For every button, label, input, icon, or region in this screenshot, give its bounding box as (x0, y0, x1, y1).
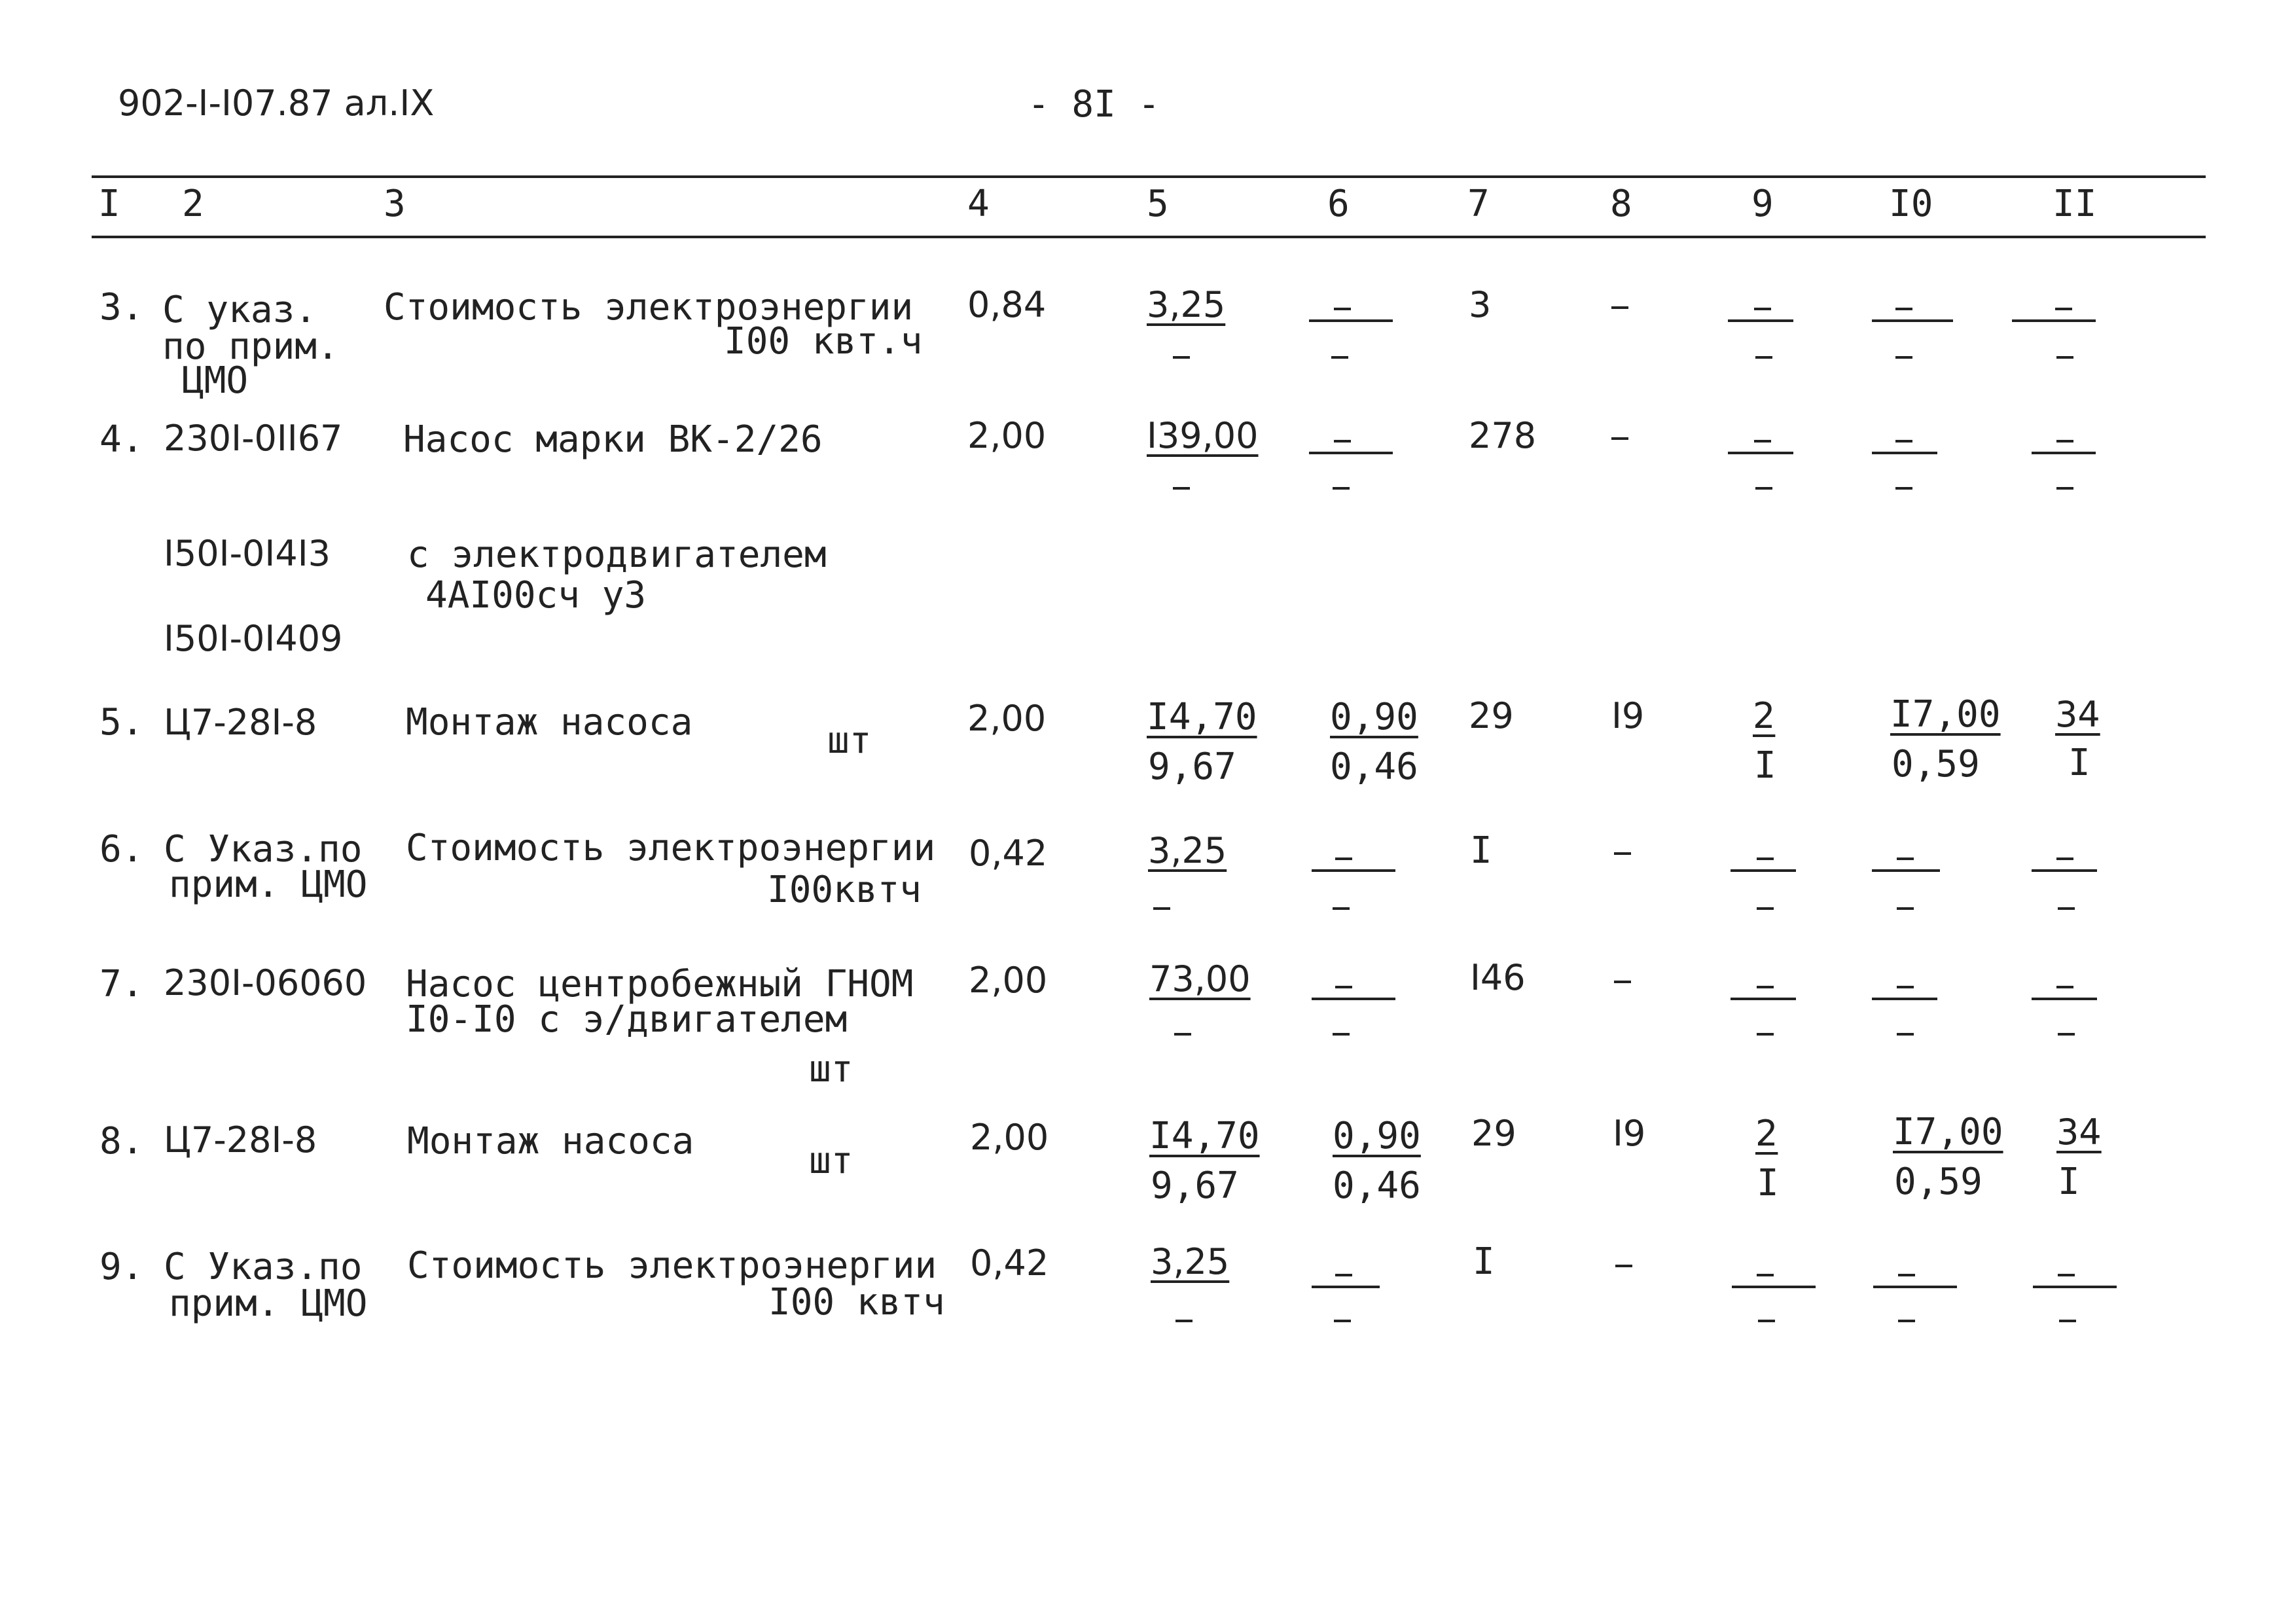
cell-col10-top (1895, 308, 1912, 310)
row-number: 7. (99, 963, 144, 1005)
fraction-line (1309, 319, 1393, 322)
column-header: 6 (1327, 183, 1350, 225)
cell-col10-bottom: 0,59 (1894, 1161, 1982, 1203)
cell-col4: 0,84 (967, 284, 1047, 325)
cell-col5-bottom (1175, 1320, 1193, 1322)
fraction-line (2032, 452, 2096, 454)
cell-col9-bottom: I (1754, 744, 1776, 787)
column-header: 2 (182, 183, 204, 225)
row-code: С Указ.по (164, 828, 363, 871)
row-description: Монтаж насоса (407, 1120, 694, 1163)
cell-col7: 29 (1469, 695, 1514, 736)
row-code: 230I-06060 (164, 962, 367, 1003)
row-description: 4AI00сч у3 (425, 574, 647, 617)
fraction-line (1872, 998, 1937, 1000)
cell-col7: 3 (1469, 284, 1492, 325)
cell-col5-bottom: 9,67 (1148, 746, 1236, 788)
cell-col6-top (1335, 857, 1352, 860)
cell-col9-top (1754, 308, 1771, 310)
cell-col6-bottom (1333, 487, 1350, 490)
fraction-line (1872, 869, 1940, 872)
cell-col9-bottom (1757, 1033, 1774, 1036)
row-description: Насос центробежный ГНОМ (406, 963, 914, 1005)
cell-col6-top: 0,90 (1333, 1115, 1421, 1157)
table-header-rule (92, 236, 2206, 238)
cell-col11-bottom (2058, 907, 2075, 910)
cell-col10-top (1895, 440, 1912, 442)
cell-col6-top (1334, 308, 1351, 310)
fraction-line (1873, 1286, 1957, 1288)
row-unit: шт (827, 719, 872, 762)
row-code: ЦМО (182, 359, 249, 402)
cell-col10-top (1897, 857, 1914, 860)
cell-col11-bottom (2056, 356, 2073, 359)
cell-col8 (1611, 306, 1628, 309)
table-top-rule (92, 175, 2206, 178)
fraction-line (1872, 319, 1953, 322)
cell-col11-top: 34 (2056, 1111, 2102, 1153)
row-number: 3. (99, 286, 144, 329)
cell-col7: 278 (1469, 415, 1537, 456)
column-header: II (2053, 183, 2097, 225)
cell-col11-top (2058, 1274, 2075, 1276)
cell-col6-top (1335, 986, 1352, 988)
cell-col10-bottom (1898, 1320, 1915, 1322)
row-number: 5. (99, 701, 144, 744)
row-number: 4. (99, 418, 144, 461)
doc-code: 902-I-I07.87 ал.IX (118, 82, 435, 124)
row-unit: I00 квт.ч (724, 320, 923, 363)
fraction-line (2033, 1286, 2117, 1288)
cell-col9-bottom (1755, 487, 1772, 490)
cell-col8: I9 (1613, 1113, 1646, 1154)
column-header: 9 (1751, 183, 1774, 225)
cell-col4: 2,00 (967, 698, 1047, 739)
cell-col9-top (1757, 986, 1774, 988)
fraction-line (1731, 998, 1796, 1000)
cell-col10-top (1897, 986, 1914, 988)
row-code: прим. ЦМО (169, 863, 368, 906)
cell-col11-top: 34 (2055, 694, 2100, 735)
column-header: 8 (1610, 183, 1632, 225)
cell-col6-bottom (1334, 1320, 1351, 1322)
cell-col7: I46 (1470, 957, 1526, 998)
fraction-line (1731, 869, 1796, 872)
cell-col10-bottom (1897, 1033, 1914, 1036)
cell-col10-bottom (1895, 487, 1912, 490)
column-header: 7 (1467, 183, 1490, 225)
cell-col6-top: 0,90 (1330, 696, 1418, 738)
cell-col10-top: I7,00 (1890, 693, 2001, 736)
cell-col4: 0,42 (969, 833, 1048, 874)
cell-col9-bottom (1755, 356, 1772, 359)
column-header: 3 (384, 183, 406, 225)
column-header: 5 (1147, 183, 1169, 225)
cell-col5-bottom: 9,67 (1151, 1164, 1239, 1207)
row-unit: I00квтч (767, 869, 922, 911)
row-description: Стоимость электроэнергии (406, 827, 936, 869)
cell-col11-top (2056, 857, 2073, 860)
cell-col5-top: 3,25 (1147, 284, 1226, 325)
cell-col5-top: I39,00 (1147, 415, 1259, 456)
cell-col11-top (2056, 986, 2073, 988)
cell-col7: 29 (1471, 1113, 1516, 1154)
fraction-line (1732, 1286, 1816, 1288)
row-code: I50I-0I409 (164, 618, 343, 659)
row-number: 8. (99, 1120, 144, 1163)
fraction-line (1312, 1286, 1380, 1288)
fraction-line (2032, 998, 2097, 1000)
row-number: 9. (99, 1246, 144, 1288)
row-description: Насос марки ВК-2/26 (403, 418, 823, 461)
fraction-line (1728, 319, 1793, 322)
cell-col6-bottom (1331, 356, 1348, 359)
column-header: 4 (967, 183, 990, 225)
cell-col10-bottom: 0,59 (1892, 743, 1980, 785)
row-number: 6. (99, 828, 144, 871)
cell-col10-top: I7,00 (1893, 1111, 2003, 1153)
fraction-line (1312, 869, 1395, 872)
cell-col11-top (2055, 308, 2072, 310)
cell-col6-bottom: 0,46 (1333, 1164, 1421, 1207)
cell-col4: 2,00 (969, 960, 1048, 1001)
cell-col8 (1611, 437, 1628, 440)
row-description: Стоимость электроэнергии (407, 1244, 937, 1287)
cell-col9-bottom (1757, 907, 1774, 910)
cell-col5-bottom (1153, 907, 1170, 910)
row-unit: I00 квтч (768, 1281, 945, 1324)
fraction-line (2032, 869, 2097, 872)
cell-col8: I9 (1611, 695, 1645, 736)
cell-col9-bottom (1758, 1320, 1775, 1322)
cell-col5-bottom (1173, 356, 1190, 359)
column-header: I0 (1889, 183, 1933, 225)
cell-col8 (1614, 981, 1631, 983)
cell-col9-top: 2 (1755, 1113, 1778, 1154)
row-code: Ц7-28I-8 (164, 702, 317, 743)
cell-col9-bottom: I (1757, 1162, 1779, 1204)
page-number: - 8I - (1028, 83, 1160, 126)
cell-col5-top: 3,25 (1151, 1241, 1230, 1282)
fraction-line (1728, 452, 1793, 454)
cell-col11-bottom (2056, 487, 2073, 490)
column-header: I (98, 183, 120, 225)
cell-col6-top (1334, 440, 1351, 442)
cell-col10-bottom (1895, 356, 1912, 359)
row-code: С указ. (162, 289, 317, 331)
cell-col6-bottom (1333, 907, 1350, 910)
cell-col5-top: 73,00 (1149, 958, 1251, 1000)
row-unit: шт (809, 1140, 853, 1182)
cell-col11-top (2056, 440, 2073, 442)
cell-col8 (1615, 1265, 1632, 1267)
cell-col10-bottom (1897, 907, 1914, 910)
row-description: Монтаж насоса (406, 701, 693, 744)
cell-col9-top: 2 (1753, 695, 1776, 736)
row-unit: шт (809, 1048, 853, 1091)
cell-col8 (1614, 852, 1631, 855)
cell-col9-top (1757, 1274, 1774, 1276)
cell-col5-top: I4,70 (1147, 696, 1257, 738)
row-code: 230I-0II67 (164, 418, 343, 459)
fraction-line (1309, 452, 1393, 454)
row-code: по прим. (162, 325, 339, 368)
row-description: Стоимость электроэнергии (384, 286, 914, 329)
cell-col6-bottom: 0,46 (1330, 746, 1418, 788)
cell-col6-bottom (1333, 1033, 1350, 1036)
cell-col11-bottom: I (2068, 742, 2090, 784)
cell-col4: 2,00 (970, 1117, 1049, 1158)
cell-col5-bottom (1174, 1033, 1191, 1036)
cell-col5-top: 3,25 (1148, 830, 1227, 871)
cell-col11-bottom (2058, 1033, 2075, 1036)
cell-col6-top (1335, 1274, 1352, 1276)
row-code: С Указ.по (164, 1246, 363, 1288)
fraction-line (2012, 319, 2096, 322)
fraction-line (1312, 998, 1395, 1000)
cell-col9-top (1757, 857, 1774, 860)
cell-col11-bottom (2059, 1320, 2076, 1322)
cell-col7: I (1470, 829, 1492, 872)
row-code: прим. ЦМО (169, 1282, 368, 1325)
cell-col4: 0,42 (970, 1242, 1049, 1284)
cell-col10-top (1898, 1274, 1915, 1276)
cell-col5-bottom (1173, 487, 1190, 490)
row-description: с электродвигателем (407, 533, 827, 576)
row-code: Ц7-28I-8 (164, 1119, 317, 1161)
cell-col11-bottom: I (2058, 1161, 2080, 1203)
row-code: I50I-0I4I3 (164, 533, 331, 574)
cell-col7: I (1473, 1240, 1495, 1283)
row-description: I0-I0 с э/двигателем (406, 998, 848, 1041)
cell-col9-top (1754, 440, 1771, 442)
cell-col5-top: I4,70 (1149, 1115, 1260, 1157)
fraction-line (1872, 452, 1937, 454)
cell-col4: 2,00 (967, 415, 1047, 456)
